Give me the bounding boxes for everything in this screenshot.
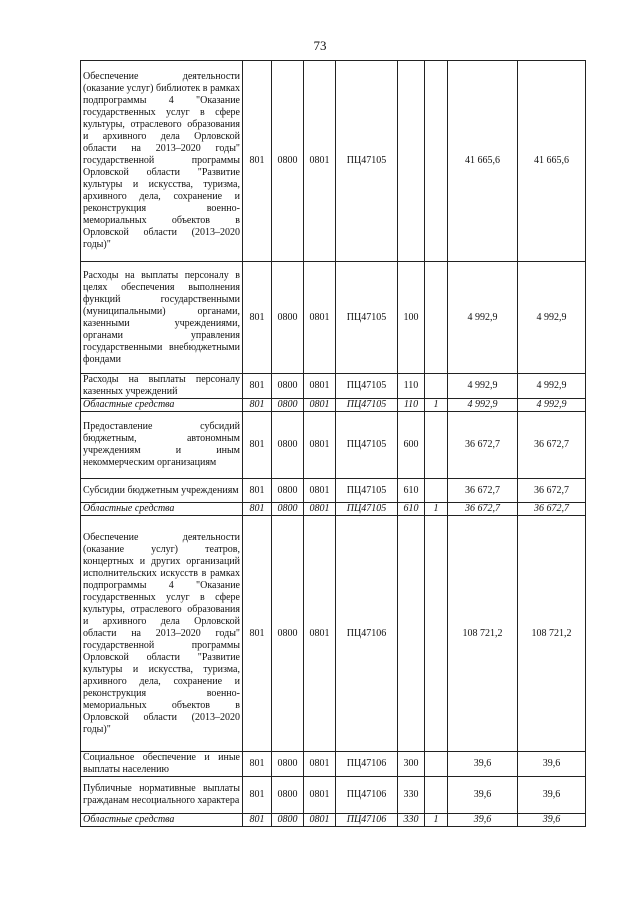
table-row	[81, 374, 586, 399]
row-funding-source: 1	[425, 399, 448, 412]
row-amount-2: 39,6	[518, 752, 586, 777]
row-grbs-code: 801	[243, 752, 272, 777]
row-subsection-code: 0801	[304, 503, 336, 516]
row-grbs-code: 801	[243, 61, 272, 262]
row-target-article: ПЦ47105	[336, 399, 398, 412]
row-target-article: ПЦ47105	[336, 503, 398, 516]
table-row	[81, 479, 586, 503]
row-subsection-code: 0801	[304, 814, 336, 827]
row-section-code: 0800	[272, 262, 304, 374]
row-name: Обеспечение деятельности (оказание услуг) библиотек в рамках подпрограммы 4 "Оказание государственных услуг в сфере культуры, отраслевого образования и архивного дела Орловской области на 2013–2020 годы" государственной программы Орловской области "Развитие культуры и искусства, туризма, архивного дела, сохранение и реконструкция военно-мемориальных объектов в Орловской области (2013–2020 годы)"	[81, 61, 243, 262]
page-number: 73	[313, 38, 327, 53]
row-target-article: ПЦ47105	[336, 479, 398, 503]
table-row	[81, 752, 586, 777]
row-grbs-code: 801	[243, 777, 272, 814]
row-funding-source	[425, 412, 448, 479]
row-subsection-code: 0801	[304, 777, 336, 814]
row-target-article: ПЦ47105	[336, 374, 398, 399]
row-subsection-code: 0801	[304, 412, 336, 479]
row-expense-type: 610	[398, 503, 425, 516]
row-expense-type: 110	[398, 374, 425, 399]
row-funding-source	[425, 516, 448, 752]
row-section-code: 0800	[272, 503, 304, 516]
row-subsection-code: 0801	[304, 399, 336, 412]
table-row	[81, 61, 586, 262]
row-target-article: ПЦ47106	[336, 814, 398, 827]
row-funding-source: 1	[425, 503, 448, 516]
row-expense-type: 610	[398, 479, 425, 503]
row-funding-source	[425, 479, 448, 503]
row-grbs-code: 801	[243, 262, 272, 374]
row-grbs-code: 801	[243, 412, 272, 479]
row-target-article: ПЦ47106	[336, 777, 398, 814]
row-grbs-code: 801	[243, 516, 272, 752]
row-amount-2: 36 672,7	[518, 503, 586, 516]
row-amount-1: 4 992,9	[448, 262, 518, 374]
row-amount-1: 36 672,7	[448, 479, 518, 503]
row-subsection-code: 0801	[304, 752, 336, 777]
row-name: Субсидии бюджетным учреждениям	[81, 479, 243, 503]
row-funding-source	[425, 374, 448, 399]
row-grbs-code: 801	[243, 479, 272, 503]
row-expense-type: 300	[398, 752, 425, 777]
row-amount-1: 4 992,9	[448, 374, 518, 399]
row-name: Предоставление субсидий бюджетным, автономным учреждениям и иным некоммерческим организациям	[81, 412, 243, 479]
row-expense-type: 600	[398, 412, 425, 479]
row-amount-1: 36 672,7	[448, 412, 518, 479]
row-amount-2: 4 992,9	[518, 399, 586, 412]
row-amount-1: 108 721,2	[448, 516, 518, 752]
row-expense-type: 100	[398, 262, 425, 374]
row-section-code: 0800	[272, 61, 304, 262]
row-subsection-code: 0801	[304, 479, 336, 503]
row-section-code: 0800	[272, 516, 304, 752]
row-expense-type	[398, 516, 425, 752]
row-name: Социальное обеспечение и иные выплаты населению	[81, 752, 243, 777]
row-name: Обеспечение деятельности (оказание услуг) театров, концертных и других организаций исполнительских искусств в рамках подпрограммы 4 "Оказание государственных услуг в сфере культуры, отраслевого образования и архивного дела Орловской области на 2013–2020 годы" государственной программы Орловской области "Развитие культуры и искусства, туризма, архивного дела, сохранение и реконструкция военно-мемориальных объектов в Орловской области (2013–2020 годы)"	[81, 516, 243, 752]
row-amount-2: 41 665,6	[518, 61, 586, 262]
row-subsection-code: 0801	[304, 61, 336, 262]
table-row	[81, 516, 586, 752]
row-grbs-code: 801	[243, 374, 272, 399]
table-row	[81, 262, 586, 374]
row-amount-1: 4 992,9	[448, 399, 518, 412]
row-amount-2: 108 721,2	[518, 516, 586, 752]
row-amount-2: 4 992,9	[518, 374, 586, 399]
row-name: Расходы на выплаты персоналу казенных учреждений	[81, 374, 243, 399]
row-amount-2: 36 672,7	[518, 479, 586, 503]
row-amount-2: 39,6	[518, 777, 586, 814]
table-row	[81, 399, 586, 412]
row-section-code: 0800	[272, 814, 304, 827]
row-target-article: ПЦ47105	[336, 61, 398, 262]
row-section-code: 0800	[272, 399, 304, 412]
row-name: Областные средства	[81, 814, 243, 827]
row-name: Расходы на выплаты персоналу в целях обеспечения выполнения функций государственными (муниципальными) органами, казенными учреждениями, органами управления государственными внебюджетными фондами	[81, 262, 243, 374]
row-section-code: 0800	[272, 777, 304, 814]
row-amount-2: 4 992,9	[518, 262, 586, 374]
row-name: Областные средства	[81, 399, 243, 412]
row-grbs-code: 801	[243, 399, 272, 412]
row-subsection-code: 0801	[304, 374, 336, 399]
row-amount-1: 41 665,6	[448, 61, 518, 262]
row-target-article: ПЦ47105	[336, 262, 398, 374]
row-amount-2: 36 672,7	[518, 412, 586, 479]
row-section-code: 0800	[272, 479, 304, 503]
row-name: Областные средства	[81, 503, 243, 516]
budget-table	[80, 60, 586, 827]
row-grbs-code: 801	[243, 814, 272, 827]
row-funding-source	[425, 777, 448, 814]
row-name: Публичные нормативные выплаты гражданам несоциального характера	[81, 777, 243, 814]
table-row	[81, 777, 586, 814]
table-row	[81, 412, 586, 479]
row-amount-1: 39,6	[448, 814, 518, 827]
row-amount-1: 36 672,7	[448, 503, 518, 516]
row-amount-1: 39,6	[448, 777, 518, 814]
row-section-code: 0800	[272, 752, 304, 777]
row-section-code: 0800	[272, 374, 304, 399]
row-funding-source	[425, 752, 448, 777]
row-target-article: ПЦ47106	[336, 516, 398, 752]
row-expense-type: 330	[398, 777, 425, 814]
table-row	[81, 503, 586, 516]
row-grbs-code: 801	[243, 503, 272, 516]
row-funding-source	[425, 262, 448, 374]
row-subsection-code: 0801	[304, 262, 336, 374]
row-target-article: ПЦ47106	[336, 752, 398, 777]
row-expense-type: 330	[398, 814, 425, 827]
row-target-article: ПЦ47105	[336, 412, 398, 479]
row-expense-type	[398, 61, 425, 262]
table-row	[81, 814, 586, 827]
row-funding-source	[425, 61, 448, 262]
row-subsection-code: 0801	[304, 516, 336, 752]
row-funding-source: 1	[425, 814, 448, 827]
row-amount-1: 39,6	[448, 752, 518, 777]
row-section-code: 0800	[272, 412, 304, 479]
row-expense-type: 110	[398, 399, 425, 412]
row-amount-2: 39,6	[518, 814, 586, 827]
